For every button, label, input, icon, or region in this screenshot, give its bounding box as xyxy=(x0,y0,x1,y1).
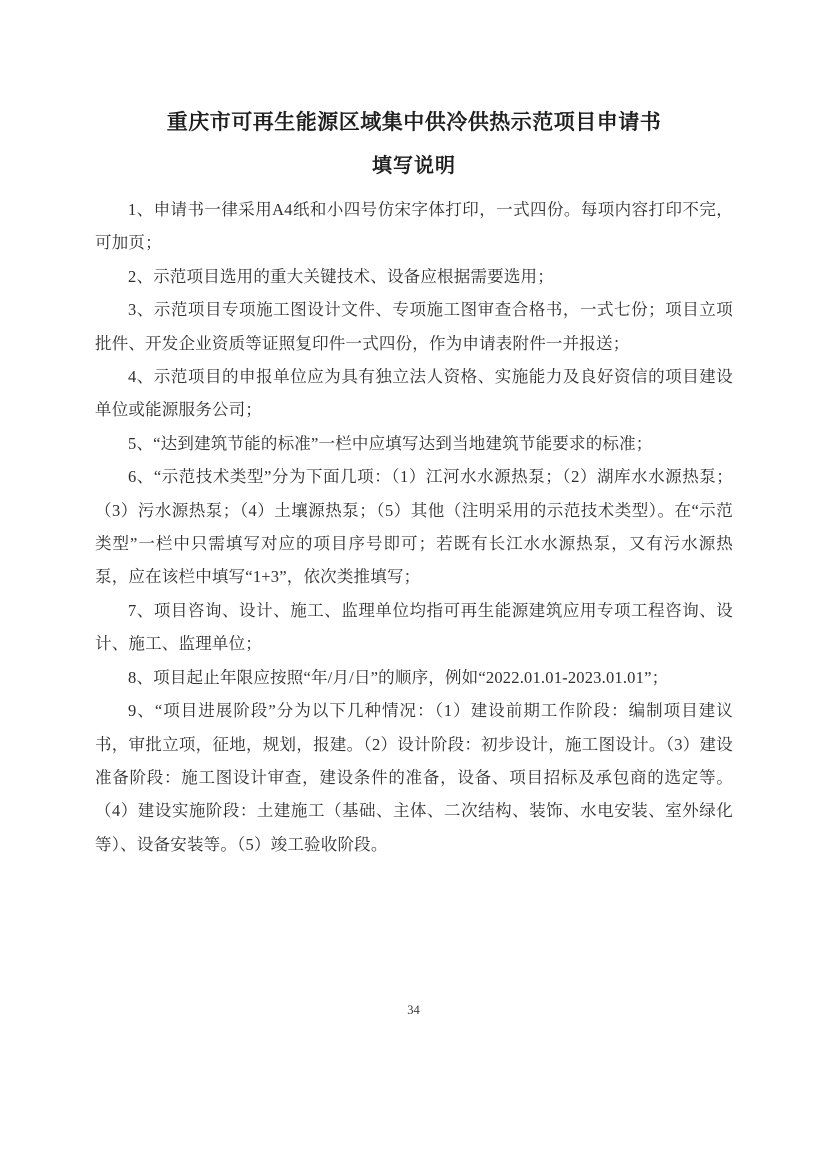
instruction-item-3: 3、示范项目专项施工图设计文件、专项施工图审查合格书，一式七份；项目立项批件、开发企业资质等证照复印件一式四份，作为申请表附件一并报送； xyxy=(95,300,733,353)
document-subtitle: 填写说明 xyxy=(372,155,456,177)
instruction-item-2: 2、示范项目选用的重大关键技术、设备应根据需要选用； xyxy=(128,266,554,286)
instruction-item-7: 7、项目咨询、设计、施工、监理单位均指可再生能源建筑应用专项工程咨询、设计、施工、监理单位； xyxy=(95,600,733,654)
instruction-item-5: 5、“达到建筑节能的标准”一栏中应填写达到当地建筑节能要求的标准； xyxy=(128,433,653,453)
instructions-list xyxy=(95,193,733,861)
instruction-item-8: 8、项目起止年限应按照“年/月/日”的顺序，例如“2022.01.01-2023.01.01”； xyxy=(128,667,669,687)
document-title: 重庆市可再生能源区域集中供冷供热示范项目申请书 xyxy=(166,111,662,134)
document-content xyxy=(95,108,733,861)
instruction-item-4: 4、示范项目的申报单位应为具有独立法人资格、实施能力及良好资信的项目建设单位或能源服务公司； xyxy=(95,367,733,420)
instruction-item-6: 6、“示范技术类型”分为下面几项：（1）江河水水源热泵；（2）湖库水水源热泵；（3）污水源热泵；（4）土壤源热泵；（5）其他（注明采用的示范技术类型）。在“示范类型”一栏中只需填写对应的项目序号即可；若既有长江水水源热泵，又有污水源热泵，应在该栏中填写“1+3”，依次类推填写； xyxy=(95,467,733,587)
page-number: 34 xyxy=(407,1003,420,1017)
instruction-item-1: 1、申请书一律采用A4纸和小四号仿宋字体打印，一式四份。每项内容打印不完，可加页； xyxy=(95,200,733,253)
instruction-item-9: 9、“项目进展阶段”分为以下几种情况：（1）建设前期工作阶段：编制项目建议书，审批立项，征地，规划，报建。（2）设计阶段：初步设计，施工图设计。（3）建设准备阶段：施工图设计审查，建设条件的准备，设备、项目招标及承包商的选定等。（4）建设实施阶段：土建施工（基础、主体、二次结构、装饰、水电安装、室外绿化等）、设备安装等。（5）竣工验收阶段。 xyxy=(95,701,733,854)
